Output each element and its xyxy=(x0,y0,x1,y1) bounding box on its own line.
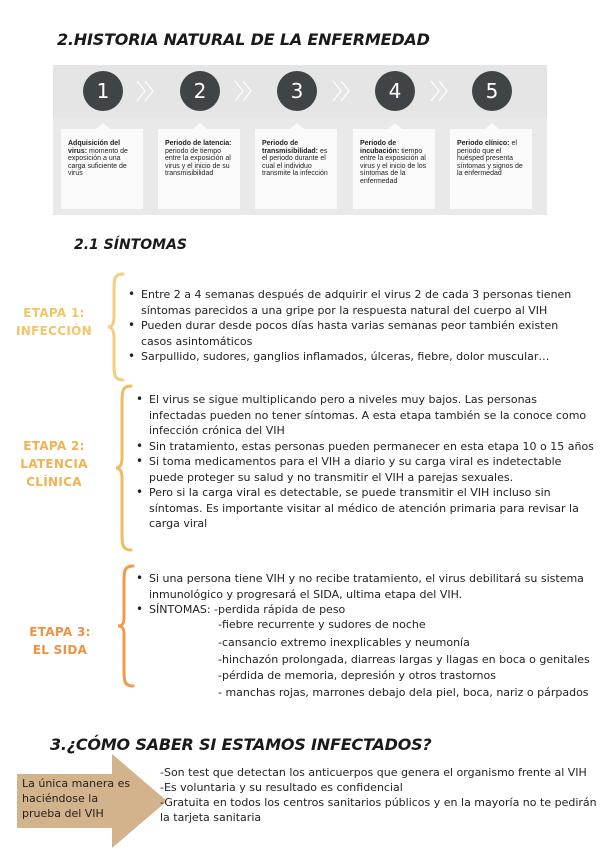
section-title: 2.HISTORIA NATURAL DE LA ENFERMEDAD xyxy=(57,30,430,49)
test-line: -Gratuita en todos los centros sanitarios públicos y en la mayoría no te pedirán la tarjeta sanitaria xyxy=(160,796,597,824)
stage-2-label: ETAPA 2: LATENCIA CLÍNICA xyxy=(20,439,88,489)
stage-2-bullet: • El virus se sigue multiplicando pero a niveles muy bajos. Las personas infectadas pueden no tener síntomas. A esta etapa también se la conoce como infección crónica del VIH xyxy=(134,392,596,439)
step-4-circle: 4 xyxy=(375,71,415,111)
test-info xyxy=(160,765,600,825)
step-3-card: Periodo de transmisibilidad: es el periodo durante el cual el individuo transmite la infección xyxy=(255,129,337,209)
symptoms-title: 2.1 SÍNTOMAS xyxy=(74,237,187,253)
test-line: -Son test que detectan los anticuerpos que genera el organismo frente al VIH xyxy=(160,766,587,779)
step-2-circle: 2 xyxy=(180,71,220,111)
step-4-card: Periodo de incubación: tiempo entre la exposición al virus y el inicio de los síntomas de la enfermedad xyxy=(353,129,435,209)
stage-1-bullet: • Sarpullido, sudores, ganglios inflamados, úlceras, fiebre, dolor muscular… xyxy=(126,349,588,365)
symptom-item: -pérdida de memoria, depresión y otros trastornos xyxy=(218,669,496,682)
timeline-panel xyxy=(53,65,547,215)
stage-1-bullet: • Pueden durar desde pocos días hasta varias semanas peor también existen casos asintomáticos xyxy=(126,318,588,349)
stage-1-label: ETAPA 1: INFECCIÓN xyxy=(16,306,92,338)
symptom-item: -perdida rápida de peso xyxy=(214,603,346,616)
stage-3-label: ETAPA 3: EL SIDA xyxy=(29,625,91,657)
step-2-card: Periodo de latencia: periodo de tiempo entre la exposición al virus y el inicio de su transmisibilidad xyxy=(158,129,240,209)
infected-title: 3.¿CÓMO SABER SI ESTAMOS INFECTADOS? xyxy=(50,735,432,754)
stage-3-brace xyxy=(116,564,136,689)
symptom-item: -fiebre recurrente y sudores de noche xyxy=(218,618,426,631)
symptom-item: -hinchazón prolongada, diarreas largas y llagas en boca o genitales xyxy=(218,653,590,666)
stage-2-bullets xyxy=(134,392,596,532)
stage-2-bullet: • Sin tratamiento, estas personas pueden permanecer en esta etapa 10 o 15 años xyxy=(134,439,596,455)
stage-3-bullets xyxy=(134,571,596,602)
step-5-circle: 5 xyxy=(472,71,512,111)
stage-3-bullet: • Si una persona tiene VIH y no recibe tratamiento, el virus debilitará su sistema inmunológico y progresará el SIDA, ultima etapa del VIH. xyxy=(134,571,596,602)
stage-3-symptoms-label-list xyxy=(134,602,214,618)
symptom-item: - manchas rojas, marrones debajo dela piel, boca, nariz o párpados xyxy=(218,686,589,699)
step-1-circle: 1 xyxy=(83,71,123,111)
arrow-text: La única manera es haciéndose la prueba del VIH xyxy=(22,777,131,820)
step-5-card: Periodo clínico: el periodo que el huésped presenta síntomas y signos de la enfermedad xyxy=(450,129,532,209)
stage-3-symptoms-label: • SÍNTOMAS: xyxy=(134,602,214,618)
stage-2-bullet: • Pero si la carga viral es detectable, se puede transmitir el VIH incluso sin síntomas. Es importante visitar al médico de atención primaria para revisar la carga viral xyxy=(134,485,596,532)
stage-1-bullet: • Entre 2 a 4 semanas después de adquirir el virus 2 de cada 3 personas tienen síntomas parecidos a una gripe por la respuesta natural del cuerpo al VIH xyxy=(126,287,588,318)
step-1-card: Adquisición del virus: momento de exposición a una carga suficiente de virus xyxy=(61,129,143,209)
stage-2-brace xyxy=(114,384,134,552)
step-3-circle: 3 xyxy=(277,71,317,111)
symptom-item: -cansancio extremo inexplicables y neumonía xyxy=(218,636,470,649)
stage-1-brace xyxy=(106,272,126,382)
stage-1-bullets xyxy=(126,287,588,365)
stage-2-bullet: • Si toma medicamentos para el VIH a diario y su carga viral es indetectable puede proteger su salud y no transmitir el VIH a parejas sexuales. xyxy=(134,454,596,485)
test-line: -Es voluntaria y su resultado es confidencial xyxy=(160,781,403,794)
